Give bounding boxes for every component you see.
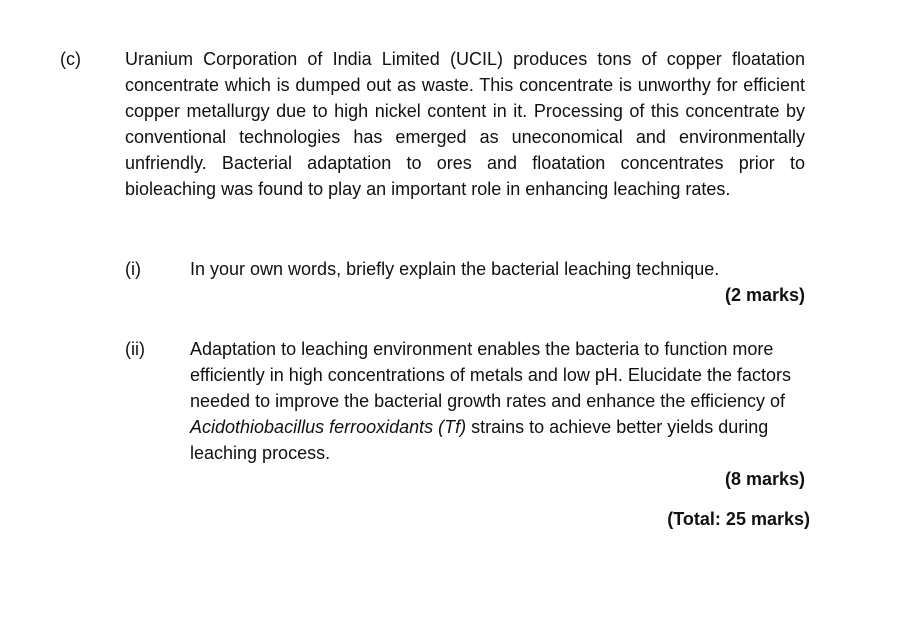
question-label: (c) — [60, 49, 81, 69]
part-ii-marks: (8 marks) — [724, 469, 805, 489]
part-i-marks: (2 marks) — [724, 285, 805, 305]
part-i-label: (i) — [125, 259, 141, 279]
part-ii-text — [190, 336, 805, 466]
part-ii-text-before: Adaptation to leaching environment enables the bacteria to function more efficiently in high concentrations of metals and low pH. Elucidate the factors needed to improve the bacterial growth rates and enhance the efficiency of — [190, 339, 791, 411]
question-text: Uranium Corporation of India Limited (UCIL) produces tons of copper floatation concentrate which is dumped out as waste. This concentrate is unworthy for efficient copper metallurgy due to high nickel content in it. Processing of this concentrate by conventional technologies has emerged as uneconomical and environmentally unfriendly. Bacterial adaptation to ores and floatation concentrates prior to bioleaching was found to play an important role in enhancing leaching rates. — [125, 49, 805, 199]
part-ii-species-name: Acidothiobacillus ferrooxidants (Tf) — [190, 417, 467, 437]
part-ii-text-after: strains to achieve better yields during leaching process. — [190, 417, 769, 463]
total-marks: (Total: 25 marks) — [667, 509, 810, 529]
part-i-text: In your own words, briefly explain the bacterial leaching technique. — [190, 259, 720, 279]
part-ii-label: (ii) — [125, 339, 145, 359]
